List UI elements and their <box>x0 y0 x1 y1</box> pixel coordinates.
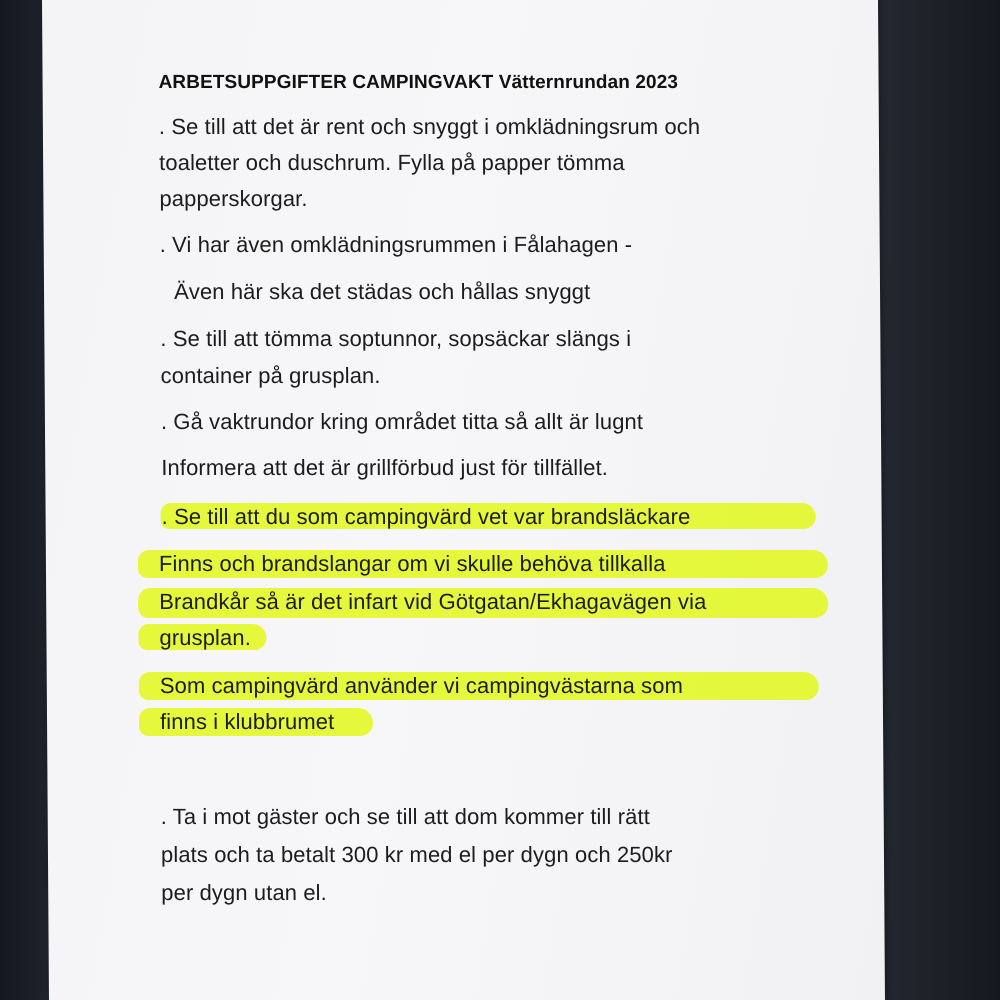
document-title: ARBETSUPPGIFTER CAMPINGVAKT Vätternrundan 2023 <box>158 72 679 93</box>
text-line: papperskorgar. <box>159 186 308 211</box>
text-line: per dygn utan el. <box>161 880 327 905</box>
paper-sheet <box>42 0 885 1000</box>
text-line: . Se till att det är rent och snyggt i omklädningsrum och <box>158 114 701 139</box>
text-line: . Vi har även omklädningsrummen i Fålahagen - <box>159 232 633 257</box>
text-line: container på grusplan. <box>160 363 381 388</box>
text-line: plats och ta betalt 300 kr med el per dygn och 250kr <box>160 842 673 867</box>
text-line: . Se till att tömma soptunnor, sopsäckar slängs i <box>160 326 632 351</box>
text-line: . Ta i mot gäster och se till att dom kommer till rätt <box>160 804 650 829</box>
text-line: Informera att det är grillförbud just för tillfället. <box>161 455 609 480</box>
highlighted-text-line: grusplan. <box>159 625 251 650</box>
highlighted-text-line: Finns och brandslangar om vi skulle behöva tillkalla <box>158 551 666 576</box>
highlighted-text-line: . Se till att du som campingvärd vet var brandsläckare <box>161 504 691 529</box>
highlighted-text-line: Som campingvärd använder vi campingvästarna som <box>159 673 684 698</box>
text-line: toaletter och duschrum. Fylla på papper tömma <box>159 150 625 175</box>
highlighted-text-line: finns i klubbrumet <box>159 709 335 734</box>
text-line: . Gå vaktrundor kring området titta så allt är lugnt <box>160 409 644 434</box>
highlighted-text-line: Brandkår så är det infart vid Götgatan/Ekhagavägen via <box>159 589 707 614</box>
text-line: Även här ska det städas och hållas snyggt <box>173 279 591 304</box>
